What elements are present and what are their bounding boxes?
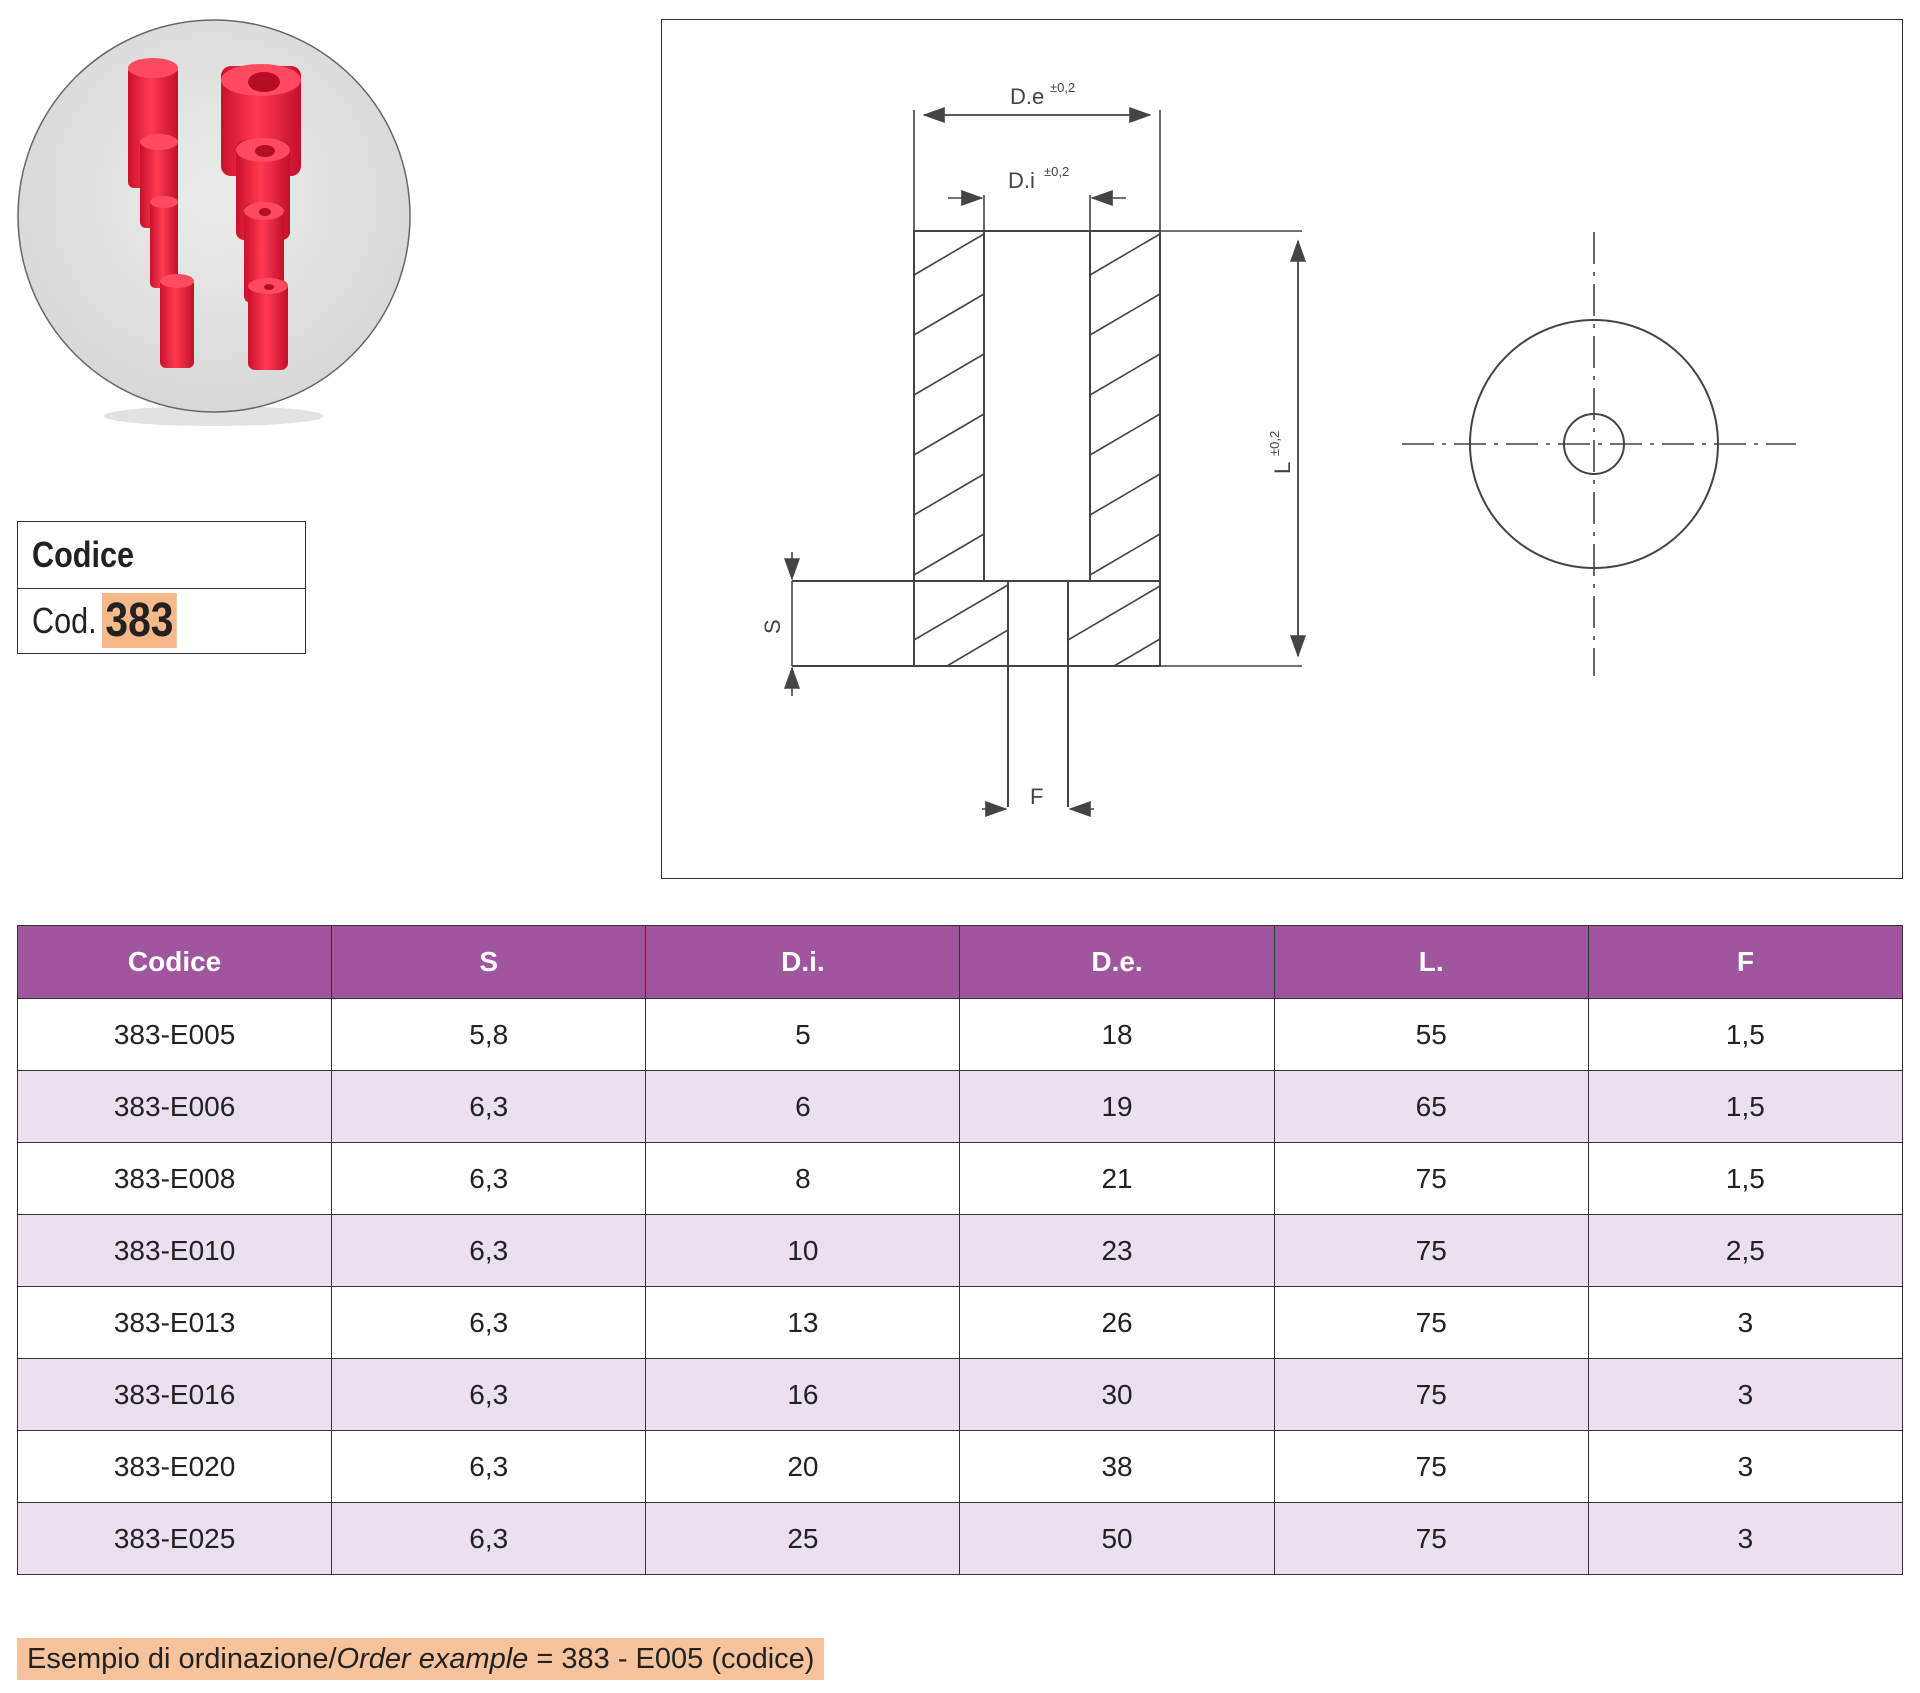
cell-s: 6,3 bbox=[332, 1215, 646, 1287]
table-row bbox=[18, 999, 1903, 1071]
cell-de: 19 bbox=[960, 1071, 1274, 1143]
cell-l: 75 bbox=[1274, 1143, 1588, 1215]
cell-f: 3 bbox=[1588, 1359, 1902, 1431]
cell-s: 6,3 bbox=[332, 1143, 646, 1215]
cell-f: 3 bbox=[1588, 1503, 1902, 1575]
cell-l: 55 bbox=[1274, 999, 1588, 1071]
order-example-suffix: = 383 - E005 (codice) bbox=[528, 1643, 815, 1675]
cell-codice: 383-E016 bbox=[18, 1359, 332, 1431]
cell-f: 1,5 bbox=[1588, 1071, 1902, 1143]
cell-de: 50 bbox=[960, 1503, 1274, 1575]
cell-di: 10 bbox=[646, 1215, 960, 1287]
cell-di: 13 bbox=[646, 1287, 960, 1359]
cell-s: 6,3 bbox=[332, 1359, 646, 1431]
header-f: F bbox=[1588, 926, 1902, 999]
cell-f: 1,5 bbox=[1588, 1143, 1902, 1215]
cell-s: 5,8 bbox=[332, 999, 646, 1071]
code-box-label: Cod. bbox=[32, 599, 97, 641]
code-box-title: Codice bbox=[32, 533, 135, 575]
cell-f: 1,5 bbox=[1588, 999, 1902, 1071]
cell-l: 65 bbox=[1274, 1071, 1588, 1143]
cell-codice: 383-E008 bbox=[18, 1143, 332, 1215]
order-example-prefix: Esempio di ordinazione/ bbox=[27, 1643, 337, 1675]
cell-f: 3 bbox=[1588, 1287, 1902, 1359]
label-de-tolerance: ±0,2 bbox=[1050, 80, 1076, 95]
cell-s: 6,3 bbox=[332, 1071, 646, 1143]
cell-s: 6,3 bbox=[332, 1503, 646, 1575]
spec-table bbox=[17, 925, 1903, 1575]
code-box-value: 383 bbox=[102, 593, 177, 648]
label-di-tolerance: ±0,2 bbox=[1044, 164, 1070, 179]
order-example bbox=[17, 1638, 824, 1680]
cell-l: 75 bbox=[1274, 1359, 1588, 1431]
cell-di: 5 bbox=[646, 999, 960, 1071]
header-de: D.e. bbox=[960, 926, 1274, 999]
header-l: L. bbox=[1274, 926, 1588, 999]
cell-l: 75 bbox=[1274, 1503, 1588, 1575]
label-l: L bbox=[1270, 461, 1295, 474]
cell-s: 6,3 bbox=[332, 1431, 646, 1503]
table-row bbox=[18, 1287, 1903, 1359]
cell-f: 2,5 bbox=[1588, 1215, 1902, 1287]
cell-di: 20 bbox=[646, 1431, 960, 1503]
product-photo bbox=[16, 18, 412, 414]
cell-codice: 383-E025 bbox=[18, 1503, 332, 1575]
code-box-title-row bbox=[18, 522, 305, 588]
table-row bbox=[18, 1503, 1903, 1575]
cell-l: 75 bbox=[1274, 1431, 1588, 1503]
cell-di: 8 bbox=[646, 1143, 960, 1215]
cell-de: 26 bbox=[960, 1287, 1274, 1359]
cell-codice: 383-E005 bbox=[18, 999, 332, 1071]
table-row bbox=[18, 1071, 1903, 1143]
cell-l: 75 bbox=[1274, 1287, 1588, 1359]
label-f: F bbox=[1030, 784, 1044, 809]
cell-codice: 383-E013 bbox=[18, 1287, 332, 1359]
order-example-italic: Order example bbox=[336, 1643, 529, 1675]
cell-l: 75 bbox=[1274, 1215, 1588, 1287]
cell-de: 30 bbox=[960, 1359, 1274, 1431]
cell-s: 6,3 bbox=[332, 1287, 646, 1359]
cell-codice: 383-E006 bbox=[18, 1071, 332, 1143]
label-de: D.e bbox=[1010, 84, 1045, 109]
table-row bbox=[18, 1359, 1903, 1431]
table-header-row bbox=[18, 926, 1903, 999]
cell-de: 18 bbox=[960, 999, 1274, 1071]
cell-codice: 383-E010 bbox=[18, 1215, 332, 1287]
table-row bbox=[18, 1143, 1903, 1215]
cell-f: 3 bbox=[1588, 1431, 1902, 1503]
label-l-tolerance: ±0,2 bbox=[1267, 430, 1282, 456]
header-s: S bbox=[332, 926, 646, 999]
cell-de: 23 bbox=[960, 1215, 1274, 1287]
cell-di: 16 bbox=[646, 1359, 960, 1431]
cell-di: 25 bbox=[646, 1503, 960, 1575]
header-codice: Codice bbox=[18, 926, 332, 999]
technical-drawing bbox=[661, 19, 1903, 879]
code-box-value-row bbox=[18, 588, 305, 654]
table-row bbox=[18, 1431, 1903, 1503]
code-box bbox=[17, 521, 306, 654]
cell-di: 6 bbox=[646, 1071, 960, 1143]
cell-codice: 383-E020 bbox=[18, 1431, 332, 1503]
label-s: S bbox=[760, 619, 785, 634]
label-di: D.i bbox=[1008, 168, 1035, 193]
header-di: D.i. bbox=[646, 926, 960, 999]
table-row bbox=[18, 1215, 1903, 1287]
cell-de: 38 bbox=[960, 1431, 1274, 1503]
cell-de: 21 bbox=[960, 1143, 1274, 1215]
